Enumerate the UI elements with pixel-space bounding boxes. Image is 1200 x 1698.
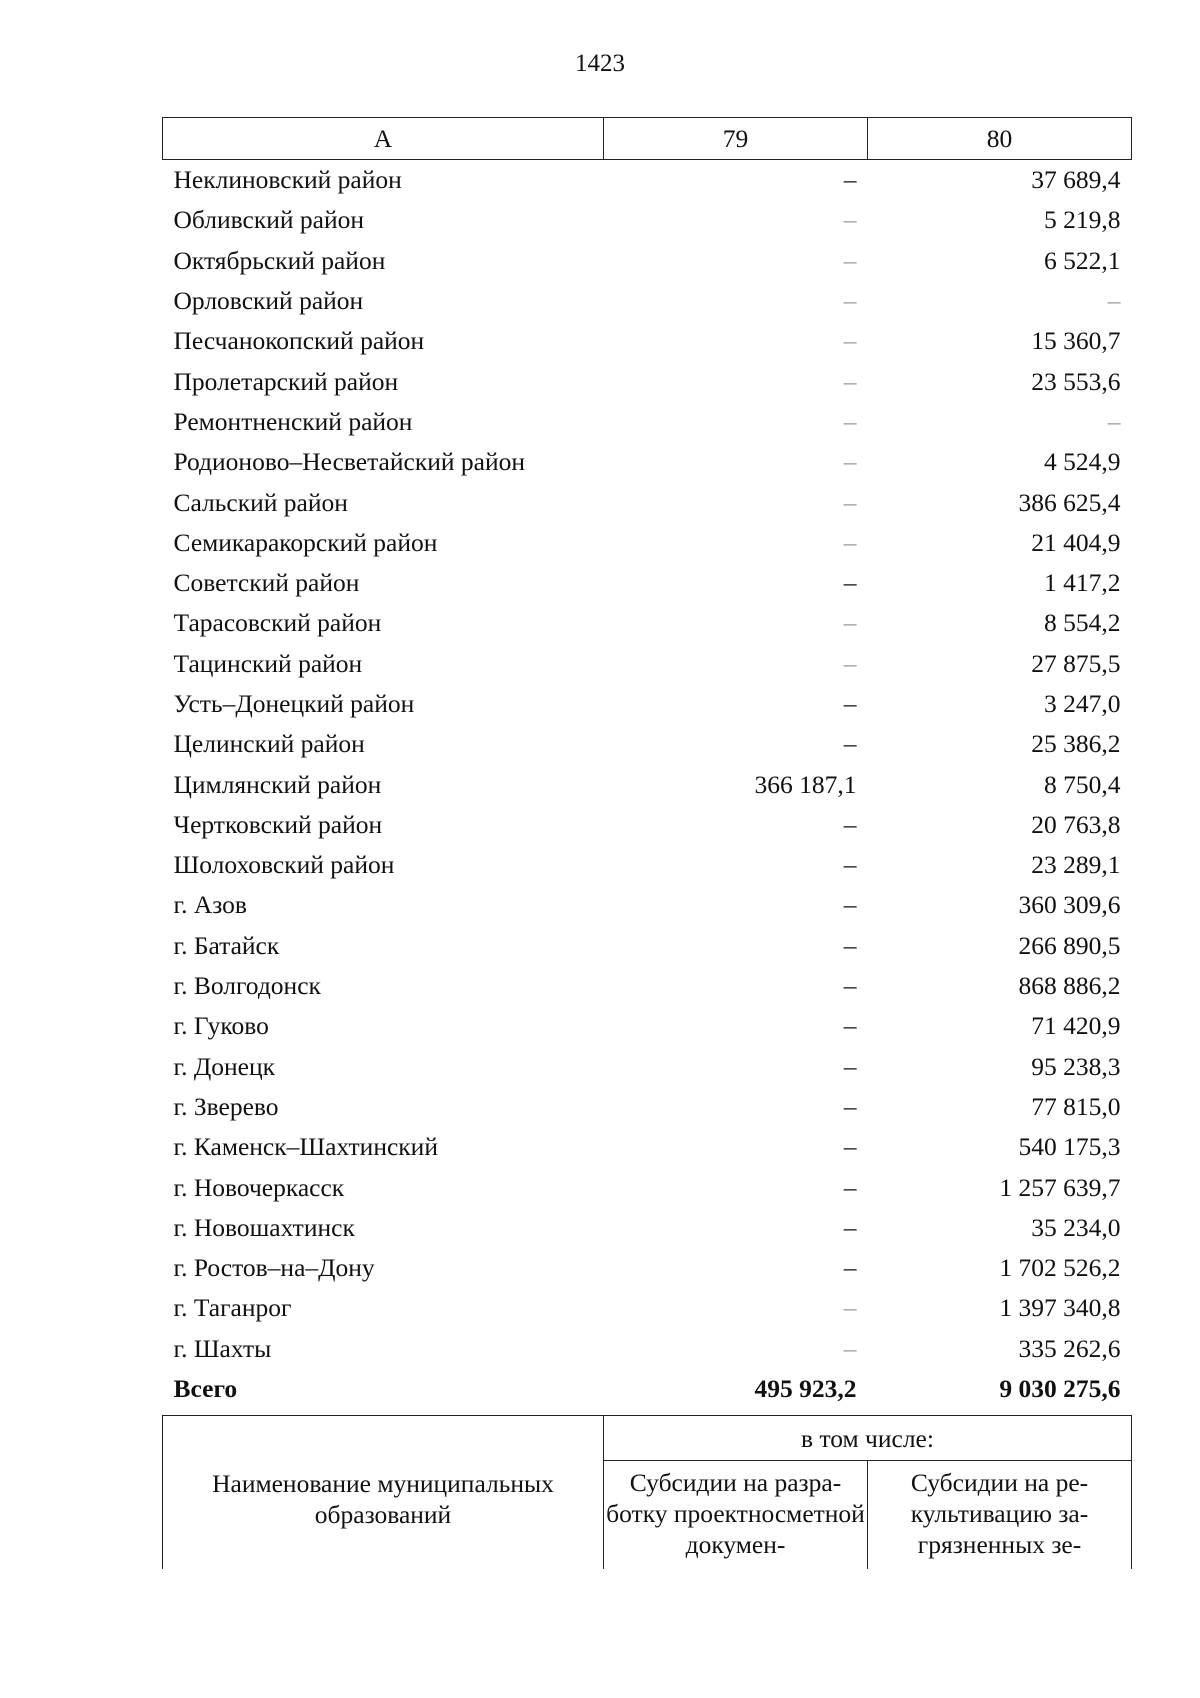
data-table	[162, 117, 1132, 1409]
table-row	[163, 442, 1132, 482]
value-col-79: –	[843, 487, 857, 517]
table-row	[163, 321, 1132, 361]
municipality-name: Чертковский район	[173, 809, 383, 839]
value-col-79: –	[843, 1253, 857, 1283]
municipality-name: г. Каменск–Шахтинский	[173, 1132, 438, 1162]
value-col-80: 1 257 639,7	[999, 1172, 1121, 1202]
value-col-80: 71 420,9	[1031, 1011, 1121, 1041]
value-col-79: –	[843, 608, 857, 638]
municipality-name: г. Зверево	[173, 1091, 279, 1121]
municipality-name: г. Донецк	[173, 1051, 275, 1081]
table-row	[163, 361, 1132, 401]
value-col-79: –	[843, 689, 857, 718]
municipality-name-header: Наименование муниципальных образований	[163, 1416, 604, 1570]
value-col-80: 21 404,9	[1031, 527, 1121, 557]
value-col-79: –	[843, 1011, 857, 1041]
value-col-79: –	[843, 1333, 857, 1363]
municipality-name: г. Ростов–на–Дону	[173, 1253, 375, 1283]
value-col-79: –	[843, 568, 857, 598]
value-col-79: –	[843, 729, 857, 759]
value-col-79: –	[843, 1132, 857, 1162]
value-col-79: –	[843, 245, 857, 275]
value-col-79: –	[843, 890, 857, 920]
subsidy-reclamation-header: Субсидии на рекультивацию загрязненных зе-	[868, 1461, 1132, 1570]
table-row	[163, 241, 1132, 281]
municipality-name: Пролетарский район	[173, 366, 399, 396]
value-col-79: –	[843, 809, 857, 839]
table-row	[163, 966, 1132, 1006]
next-header-row-1	[163, 1416, 1132, 1461]
municipality-name: Тарасовский район	[173, 608, 382, 638]
page-number: 1423	[575, 50, 625, 77]
municipality-name: Родионово–Несветайский район	[173, 447, 525, 477]
table-row	[163, 1288, 1132, 1328]
value-col-80: 8 750,4	[1044, 769, 1121, 799]
table-row	[163, 160, 1132, 201]
value-col-79: –	[843, 205, 857, 235]
value-col-80: 266 890,5	[1018, 930, 1121, 960]
value-col-80: –	[1107, 286, 1121, 316]
value-col-79: –	[843, 406, 857, 436]
municipality-name: Сальский район	[173, 487, 348, 517]
value-col-80: 1 702 526,2	[999, 1253, 1121, 1283]
value-col-80: 37 689,4	[1031, 165, 1121, 195]
table-row	[163, 1208, 1132, 1248]
value-col-80: 868 886,2	[1018, 971, 1121, 1001]
municipality-name: Целинский район	[173, 729, 365, 759]
municipality-name: г. Новошахтинск	[173, 1212, 355, 1242]
total-value-79: 495 923,2	[754, 1374, 857, 1404]
municipality-name: Семикаракорский район	[173, 527, 438, 557]
header-col-80: 80	[868, 118, 1132, 160]
table-row	[163, 1248, 1132, 1288]
value-col-79: 366 187,1	[754, 769, 857, 799]
table-row	[163, 603, 1132, 643]
table-row	[163, 1087, 1132, 1127]
municipality-name: Обливский район	[173, 205, 365, 235]
municipality-name: Неклиновский район	[173, 165, 402, 195]
table-row	[163, 1127, 1132, 1167]
including-header: в том числе:	[604, 1416, 1132, 1461]
value-col-79: –	[843, 1293, 857, 1323]
value-col-80: 20 763,8	[1031, 809, 1121, 839]
table-row	[163, 684, 1132, 724]
municipality-name: г. Волгодонск	[173, 971, 321, 1001]
value-col-79: –	[843, 1051, 857, 1081]
value-col-80: 35 234,0	[1031, 1212, 1121, 1242]
value-col-80: 1 397 340,8	[999, 1293, 1121, 1323]
header-col-a: А	[163, 118, 604, 160]
municipality-name: Усть–Донецкий район	[173, 689, 415, 718]
municipality-name: Орловский район	[173, 286, 364, 316]
value-col-79: –	[843, 447, 857, 477]
table-row	[163, 724, 1132, 764]
value-col-79: –	[843, 326, 857, 356]
value-col-80: 3 247,0	[1044, 689, 1121, 718]
value-col-80: 77 815,0	[1031, 1091, 1121, 1121]
table-row	[163, 1329, 1132, 1369]
value-col-79: –	[843, 286, 857, 316]
municipality-name: г. Шахты	[173, 1333, 272, 1363]
table-row	[163, 805, 1132, 845]
municipality-name: Песчанокопский район	[173, 326, 425, 356]
value-col-80: 540 175,3	[1018, 1132, 1121, 1162]
table-row	[163, 764, 1132, 804]
value-col-80: 23 553,6	[1031, 366, 1121, 396]
value-col-80: 23 289,1	[1031, 850, 1121, 880]
table-body	[163, 160, 1132, 1369]
subsidy-design-header: Субсидии на разработку проектносметной докумен-	[604, 1461, 868, 1570]
municipality-name: Тацинский район	[173, 648, 363, 678]
table-row	[163, 563, 1132, 603]
value-col-80: –	[1107, 406, 1121, 436]
table-row	[163, 281, 1132, 321]
value-col-79: –	[843, 648, 857, 678]
value-col-80: 4 524,9	[1044, 447, 1121, 477]
value-col-79: –	[843, 165, 857, 195]
value-col-79: –	[843, 971, 857, 1001]
municipality-name: г. Таганрог	[173, 1293, 292, 1323]
value-col-79: –	[843, 1212, 857, 1242]
total-value-80: 9 030 275,6	[999, 1374, 1121, 1404]
table-row	[163, 1167, 1132, 1207]
value-col-79: –	[843, 930, 857, 960]
municipality-name: Ремонтненский район	[173, 406, 413, 436]
value-col-80: 360 309,6	[1018, 890, 1121, 920]
value-col-80: 27 875,5	[1031, 648, 1121, 678]
value-col-80: 95 238,3	[1031, 1051, 1121, 1081]
value-col-79: –	[843, 527, 857, 557]
table-row	[163, 1047, 1132, 1087]
municipality-name: Цимлянский район	[173, 769, 382, 799]
value-col-80: 386 625,4	[1018, 487, 1121, 517]
table-row	[163, 482, 1132, 522]
total-label: Всего	[173, 1374, 238, 1404]
table-row	[163, 926, 1132, 966]
municipality-name: г. Новочеркасск	[173, 1172, 345, 1202]
value-col-80: 25 386,2	[1031, 729, 1121, 759]
value-col-80: 1 417,2	[1044, 568, 1121, 598]
value-col-80: 15 360,7	[1031, 326, 1121, 356]
value-col-79: –	[843, 1091, 857, 1121]
value-col-80: 335 262,6	[1018, 1333, 1121, 1363]
municipality-name: г. Азов	[173, 890, 247, 920]
total-row	[163, 1369, 1132, 1409]
value-col-80: 5 219,8	[1044, 205, 1121, 235]
table-header-row	[163, 118, 1132, 160]
table-row	[163, 644, 1132, 684]
table-row	[163, 1006, 1132, 1046]
municipality-name: г. Гуково	[173, 1011, 269, 1041]
table-row	[163, 885, 1132, 925]
next-table-header	[162, 1415, 1132, 1569]
table-row	[163, 402, 1132, 442]
municipality-name: Октябрьский район	[173, 245, 386, 275]
header-col-79: 79	[604, 118, 868, 160]
municipality-name: г. Батайск	[173, 930, 280, 960]
table-row	[163, 200, 1132, 240]
value-col-80: 8 554,2	[1044, 608, 1121, 638]
value-col-80: 6 522,1	[1044, 245, 1121, 275]
municipality-name: Шолоховский район	[173, 850, 395, 880]
municipality-name: Советский район	[173, 568, 360, 598]
table-row	[163, 845, 1132, 885]
value-col-79: –	[843, 366, 857, 396]
value-col-79: –	[843, 1172, 857, 1202]
value-col-79: –	[843, 850, 857, 880]
table-row	[163, 523, 1132, 563]
